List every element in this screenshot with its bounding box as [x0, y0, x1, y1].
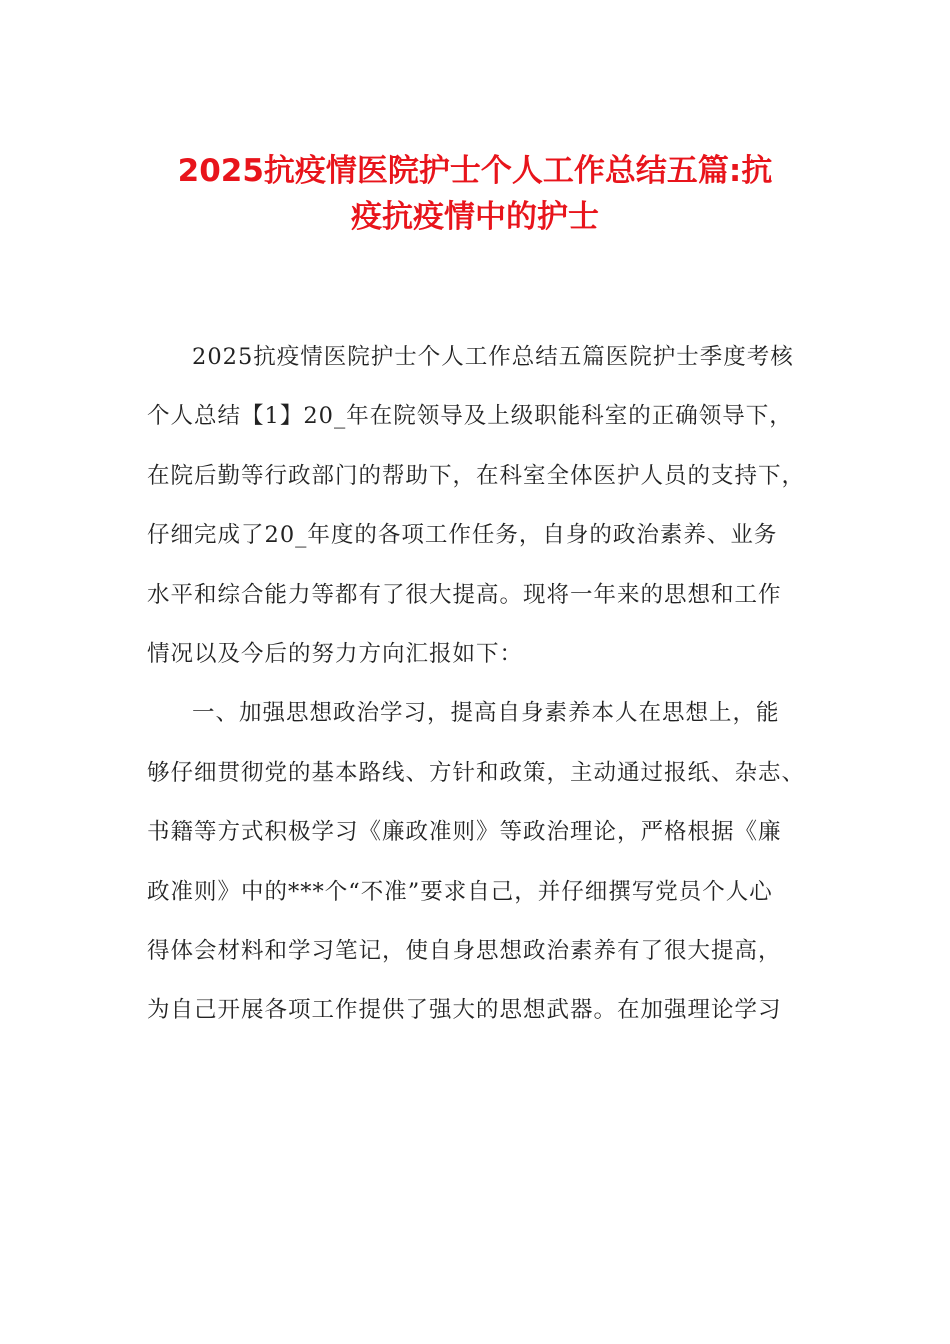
body-line-1: 2025抗疫情医院护士个人工作总结五篇医院护士季度考核	[192, 344, 794, 370]
body-line-2: 个人总结【1】20_年在院领导及上级职能科室的正确领导下，	[147, 403, 793, 430]
body-line-6: 情况以及今后的努力方向汇报如下：	[147, 640, 524, 667]
body-line-8: 够仔细贯彻党的基本路线、方针和政策，主动通过报纸、杂志、	[147, 759, 806, 786]
body-line-5: 水平和综合能力等都有了很大提高。现将一年来的思想和工作	[147, 581, 782, 608]
document-body	[147, 328, 811, 1041]
body-line-9: 书籍等方式积极学习《廉政准则》等政治理论，严格根据《廉	[147, 819, 782, 846]
title-line-1: 2025抗疫情医院护士个人工作总结五篇:抗	[177, 153, 773, 189]
body-line-7: 一、加强思想政治学习，提高自身素养本人在思想上，能	[192, 700, 780, 727]
title-line-2: 疫抗疫情中的护士	[351, 199, 599, 235]
body-line-3: 在院后勤等行政部门的帮助下，在科室全体医护人员的支持下，	[147, 462, 806, 489]
body-line-10: 政准则》中的***个“不准”要求自己，并仔细撰写党员个人心	[147, 878, 773, 905]
body-line-4: 仔细完成了20_年度的各项工作任务，自身的政治素养、业务	[147, 522, 778, 549]
body-line-12: 为自己开展各项工作提供了强大的思想武器。在加强理论学习	[147, 997, 782, 1024]
document-title	[140, 148, 810, 240]
body-line-11: 得体会材料和学习笔记，使自身思想政治素养有了很大提高，	[147, 937, 782, 964]
